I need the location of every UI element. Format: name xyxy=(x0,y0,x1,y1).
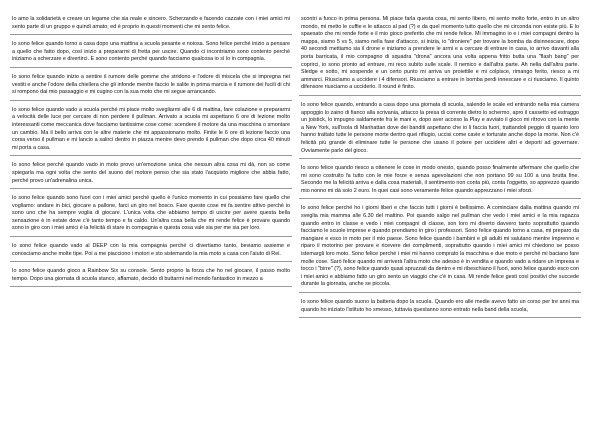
right-column xyxy=(299,16,581,324)
paragraph: Io sono felice perché ho i giorni liberi e che faccio tutti i giorni è bellissimo. A cominciare dalla mattina quando mi sveglia mia mamma alle 6.30 del mattino. Poi quando salgo nel pullman che vedo i miei amici e la mia ragazza quando entro in classe e vedo i miei compagni di classe, son loro mi diverto davvero tanto soprattutto quando facciamo le scuole imprese e quando prendiamo in giro i professori. Sono felice quando torno a casa, mi preparo da mangiare e esco in moto per il mio paese. Sono felice quando i bambini e gli adulti mi salutano mentre imprenno e riparo il motorino per provare e ricevere dei complimenti, soprattutto quando i miei amici mi chiedono se posso istemargli loro moto. Sono felice perché i miei mi hanno comprato la macchina e due moto e perché mi baciano fare molte cose. Sarò felice quando mi arriverà l'altra moto che adesso è in vendita e quando vado a ridare un impresa e tocco i "birre" (?), sono felice quando quasi spruzzati da dentro e mi ribeschiano il fuori, sono felice quando esco con i miei amici e abbiamo fatto un giro sento un viaggio che c'è in casa. Mi rende felice gesti così positivi che succede durante la giornata, anche se piccola. xyxy=(299,205,581,293)
paragraph: Io sono felice quando inizio a sentire il rumore delle gomme che stridono e l'odore di miscela che si impregna nei vestiti e anche l'odore della chiellera che gli infonde mentre faccio le salite in prima marcia e il rumore dei fucili di chi si rompono dai mio passaggio e mi cugino con la sua moto che mi segue arrancando. xyxy=(10,74,292,101)
paragraph: Io sono felice quando vado a scuola perché mi piace molto svegliarmi alle 6 di mattina, fare colazione e prepararmi a velocità delle luce per cercare di non perdere il pullman. Arrivato a scuola mi aspettano 6 ore di lezione molto interessanti come meccanica dove facciamo tantissime cose come: scendere il motore da una macchina o smontare un cambio. Ma il bello arriva con le altre materie che mi appassionano molto. Finite le 6 ore di lezione faccio una corsa verso il pullman e mi lancio a salirci dentro in piazza mentre devo prendo il pullman che dopo circa 40 minuti mi porta a casa. xyxy=(10,107,292,157)
paragraph: Io sono felice quando riesco a ottenere le cose in modo onesto, quando posso finalmente affermare che quello che mi sono costruito fa tutto con le mie forze e senza agevolazioni che non portano 99 su 100 a una brutta fine. Secondo me la felicità arriva e dalla cosa materiali, il sentimento non conta più, conta l'oggetto, so apprezzo quando mio nonno mi dà solo 2 euro. In quei casi sono veramente felice quando apprezzano i miei sforzi. xyxy=(299,165,581,199)
paragraph: Io sono felice quando, entrando a casa dopo una giornata di scuola, salendo le scale ed entrando nella mia camera appoggio lo zaino di fianco alla scrivania, attacco la presa di corrente dietro lo schermo, apro il cassetto ed estraggo un joistick, lo impugno saldamente fra le mani e, dopo aver acceso la Play e avviato il gioco mi ritrovo con la mente a New York, sull'isola di Manhattan dove dei banditi aspettano che io li faccia fuori, trattandoli peggio di quanto loro hanno trattato tutte le persone morte dentro quei rifiugio, uccisi come cavie e torturate anche dopo la morte. Non c'è felicità più grande di eliminare tutte le persone che usano il potere per uccidere altri e deporti ad governare. Ovviamente parlo del gioco. xyxy=(299,102,581,159)
paragraph: Io sono felice quando torno a casa dopo una mattina a scuola pesante e noiosa. Sono felice perché inizio a pensare a quello che fatto dopo, così inizio a prepararmi di fretta per uscire. Quando ci incontriamo sono contento perché iniziamo a scherzare e divertirci. E sono contento perché quando facciamo qualcosa io sì lo in compagnia. xyxy=(10,41,292,68)
paragraph: Io sono felice quando sono fuori con i miei amici perché quello è l'unico momento in cui possiamo fare quello che vogliamo: andare in bici, giocare a pallone, farci un giro nel bosco. Fare queste cose mi fa sentire attivo perché io sono uno che ha sempre voglia di giocare. L'unica volta che abbiamo tempo di uscire per avere questa bella sensazione è in estate dove c'è tanto tempo e fa caldo. Un'altra cosa bella che mi rende felice è provare quando sono in giro con i miei amici è la felicità di stare in compagnia e questa cosa vale sia per me sia per loro. xyxy=(10,195,292,237)
paragraph: Io sono felice perché quando vado in moto provo un'emozione unica che nessun altra cosa mi dà, non so come spiegarla ma ogni volta che sento del suono del motore penso che sia stato l'acquisto migliore che abbia fatto, perché provo un'adrenalina unica. xyxy=(10,162,292,189)
left-column xyxy=(10,16,292,293)
paragraph: Io sono felice quando vado al DEEP con la mia compagnia perché ci divertiamo tanto, beviamo assieme e conosciamo anche molte tipe. Poi a me piacciono i motori e sto sistemando la mia moto a casa con l'aiuto di Rei. xyxy=(10,243,292,262)
paragraph: scontri a fuoco in prima persona. Mi piace farla questa cosa, mi sento libero, mi sento molto forte, entro in un altro mondo, mi metto le cuffie e le attacco al pad (?) e da quel momento tutto quello che mi circonda non esiste più. E lo spaesato che mi rende forte e il mio gioco preferito che mi rende felice. Mi immagino io e i miei compagni dentro la mappa, siamo 5 vs 5, siamo nella fase d'attacco, si inizia, io "droniere" per trovare la bomba da disinnescare, dopo 40 secondi mettiamo sia il drone e iniziamo a prendere le armi e a cercare di entrare in casa, io arrivo davanti alla porta barricata, il mio compagno di squadra "drona" ancora una volta appena fritto butta una "flash bang" per coprirci, io sono pronto ad entrare, mi reco subito sulle scale. Il nemico e dall'altra parte. Ah nella dall'altra parte. Sledge e sotto, mi sospende e un certo punto mi arriva un proiettile e mi colpisce, rimango ferito, riesco a mi ammarci. Riusciamo a uccidere i 4 difensori. Riusciamo a entrare in bomba perdi innescare e ci riusciamo. Il quinto difensore riusciamo a ucciderlo. Il round è finito. xyxy=(299,16,581,96)
paragraph: Io sono felice quando gioco a Rainbow Six su console. Sento proprio la forza che ho nel giocare, il passo molto tempo. Dopo una giornata di scuola stanco, affamato, decido di buttarmi nel mondo fantastico in mezzo a xyxy=(10,268,292,287)
paragraph: Io sono felice quando suono la batteria dopo la scuola. Quando ero alle medie avevo fatto un corso per tre anni ma quando ho iniziato l'istituto ho smesso, tuttavia questanno sono entrato nella band della scuola, xyxy=(299,299,581,318)
paragraph: Io amo la solidarietà e creare un legame che sia reale e sincero. Scherzando e facendo cazzate con i miei amici mi sento parte di un gruppo e quindi amato; ed è proprio in questi momenti che mi sento felice. xyxy=(10,16,292,35)
